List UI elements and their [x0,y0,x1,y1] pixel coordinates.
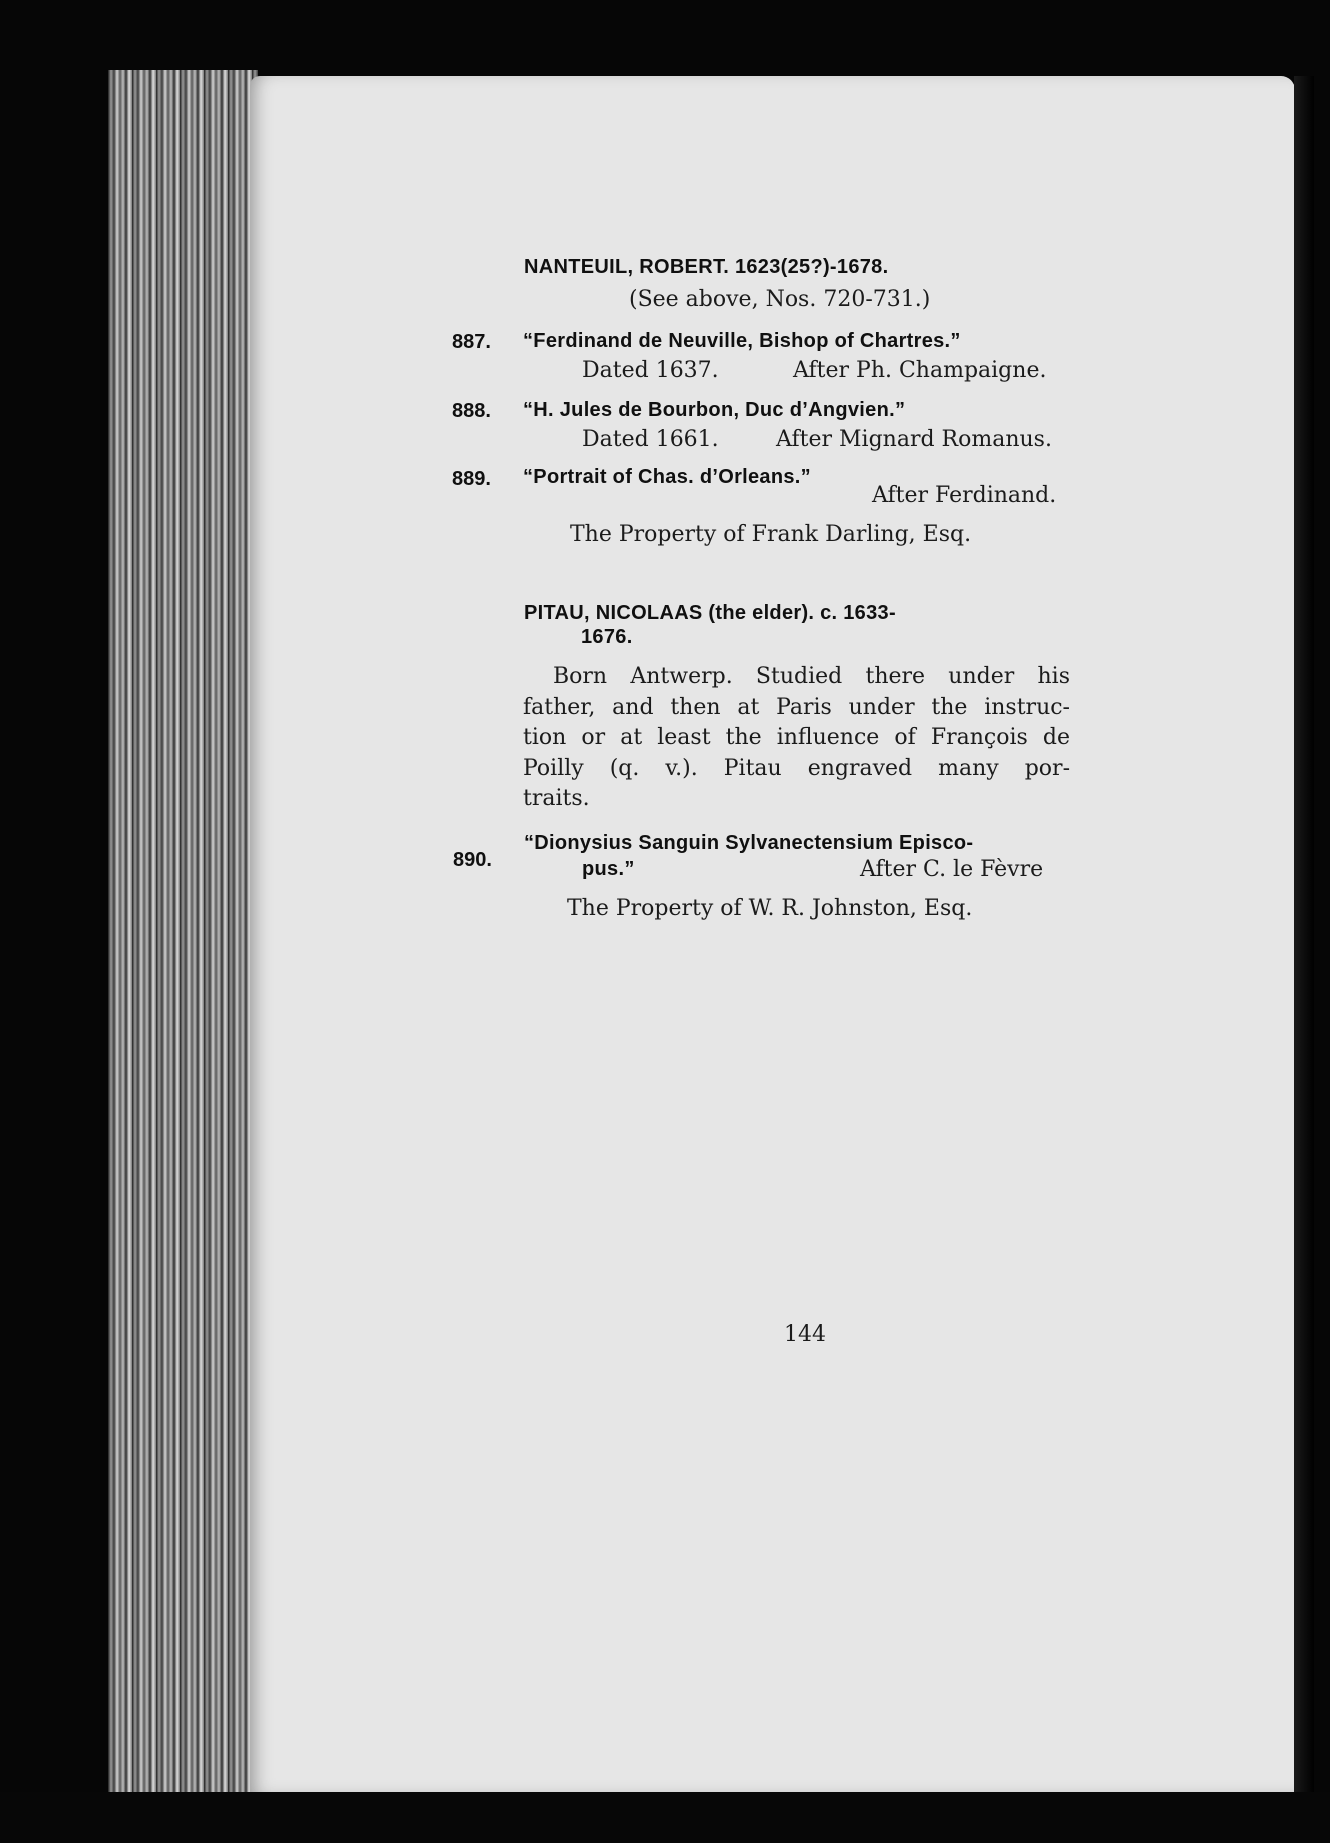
entry-after: After Ph. Champaigne. [793,358,1047,383]
entry-after: After Ferdinand. [872,483,1057,508]
paragraph-line: tion or at least the influence of François de [523,725,1070,751]
entry-title: “Portrait of Chas. d’Orleans.” [523,466,811,488]
entry-after: After Mignard Romanus. [776,427,1052,452]
page-number: 144 [784,1322,826,1347]
paragraph-line: Poilly (q. v.). Pitau engraved many por- [523,755,1070,781]
entry-title: “Dionysius Sanguin Sylvanectensium Episco- [524,832,974,854]
paragraph-line: Born Antwerp. Studied there under his [553,664,1070,689]
bottom-dark-band [0,1792,1330,1843]
entry-title: “H. Jules de Bourbon, Duc d’Angvien.” [523,399,906,421]
entry-number: 890. [453,849,492,871]
paragraph-line: father, and then at Paris under the instruc- [523,694,1070,720]
section-heading-pitau-cont: 1676. [581,626,633,648]
paragraph-line: traits. [523,786,590,812]
biography-paragraph [523,662,1070,815]
entry-dated: Dated 1661. [582,427,719,452]
page-edge-strips [108,70,258,1792]
section-note: (See above, Nos. 720-731.) [629,287,931,312]
property-line: The Property of W. R. Johnston, Esq. [567,896,973,921]
entry-number: 888. [452,400,491,422]
entry-title-cont: pus.” [582,858,635,880]
entry-title: “Ferdinand de Neuville, Bishop of Chartres.” [523,330,961,352]
entry-number: 887. [452,331,491,353]
entry-after: After C. le Fèvre [860,857,1044,882]
property-line: The Property of Frank Darling, Esq. [570,522,972,547]
section-heading-pitau: PITAU, NICOLAAS (the elder). c. 1633- [524,602,896,624]
entry-dated: Dated 1637. [582,358,719,383]
section-heading-nanteuil: NANTEUIL, ROBERT. 1623(25?)-1678. [524,256,889,278]
entry-number: 889. [452,468,491,490]
right-page-edge [1294,76,1314,1792]
